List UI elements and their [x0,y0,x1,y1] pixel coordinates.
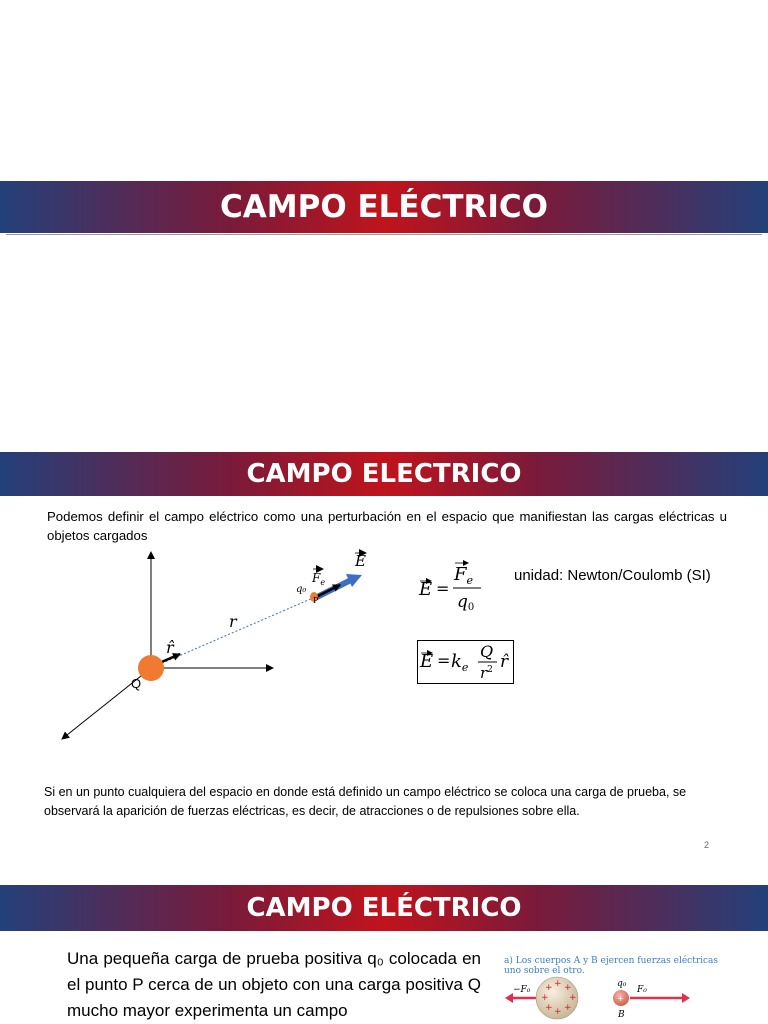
eq2-constant: $k_e$ [451,651,469,674]
left-force-label: −F₀ [513,985,531,995]
slide3-title-banner [0,885,768,931]
eq2-unit-vector: r̂ [500,652,509,672]
charges-figure [500,950,720,1024]
slide2-intro: Podemos definir el campo eléctrico como una perturbación en el espacio que manifiestan las cargas eléctricas u objetos cargados [47,509,727,543]
eq1-numerator: $F_e$ [454,564,474,587]
figure-caption-line1: a) Los cuerpos A y B ejercen fuerzas eléctricas [504,956,719,966]
svg-text:+: + [545,983,553,993]
figure-caption-line2: uno sobre el otro. [504,966,585,976]
body-b-label: B [618,1010,625,1020]
test-charge-label: q₀ [296,584,307,595]
body-b-charge-label: q₀ [617,979,627,989]
slide2-title-banner [0,452,768,496]
slide1-title: CAMPO ELÉCTRICO [220,189,548,225]
right-force-label: F₀ [637,985,647,995]
coulomb-field-equation [418,641,513,683]
field-diagram [0,545,400,745]
slide3-paragraph: Una pequeña carga de prueba positiva q₀ colocada en el punto P cerca de un objeto con una carga positiva Q mucho mayor experimenta un campo [67,949,481,1020]
svg-text:+: + [554,979,562,989]
page-number: 2 [704,840,710,850]
unit-vector-label: r̂ [166,638,174,657]
field-label: E [355,552,366,570]
eq2-denominator: $r^2$ [480,664,493,682]
field-equation [418,560,488,618]
svg-text:+: + [564,983,572,993]
svg-text:+: + [545,1003,553,1013]
slide1-title-banner [0,181,768,233]
svg-text:=: = [437,651,451,670]
coulomb-field-equation-box [417,640,514,684]
svg-text:=: = [436,579,450,598]
charge-label: Q [131,676,142,691]
eq2-numerator: Q [480,642,494,661]
svg-text:+: + [541,993,549,1003]
eq2-lhs: E [420,651,434,672]
slide3-title: CAMPO ELÉCTRICO [246,893,522,923]
force-label: $F_e$ [312,571,326,587]
distance-line [151,598,313,668]
svg-text:+: + [569,993,577,1003]
source-charge [138,655,164,681]
svg-text:+: + [564,1003,572,1013]
slide2-title: CAMPO ELECTRICO [246,459,522,489]
slide2-paragraph: Si en un punto cualquiera del espacio en donde está definido un campo eléctrico se coloca una carga de prueba, se observará la aparición de fuerzas eléctricas, es decir, de atracciones o de repulsiones sobre ella. [44,785,687,818]
svg-text:+: + [554,1007,562,1017]
eq1-lhs: E [419,579,433,600]
svg-text:+: + [617,994,624,1003]
distance-label: r [229,612,237,631]
eq1-denominator: q0 [457,592,475,613]
unit-text: unidad: Newton/Coulomb (SI) [514,567,711,584]
point-label: P [313,596,319,605]
